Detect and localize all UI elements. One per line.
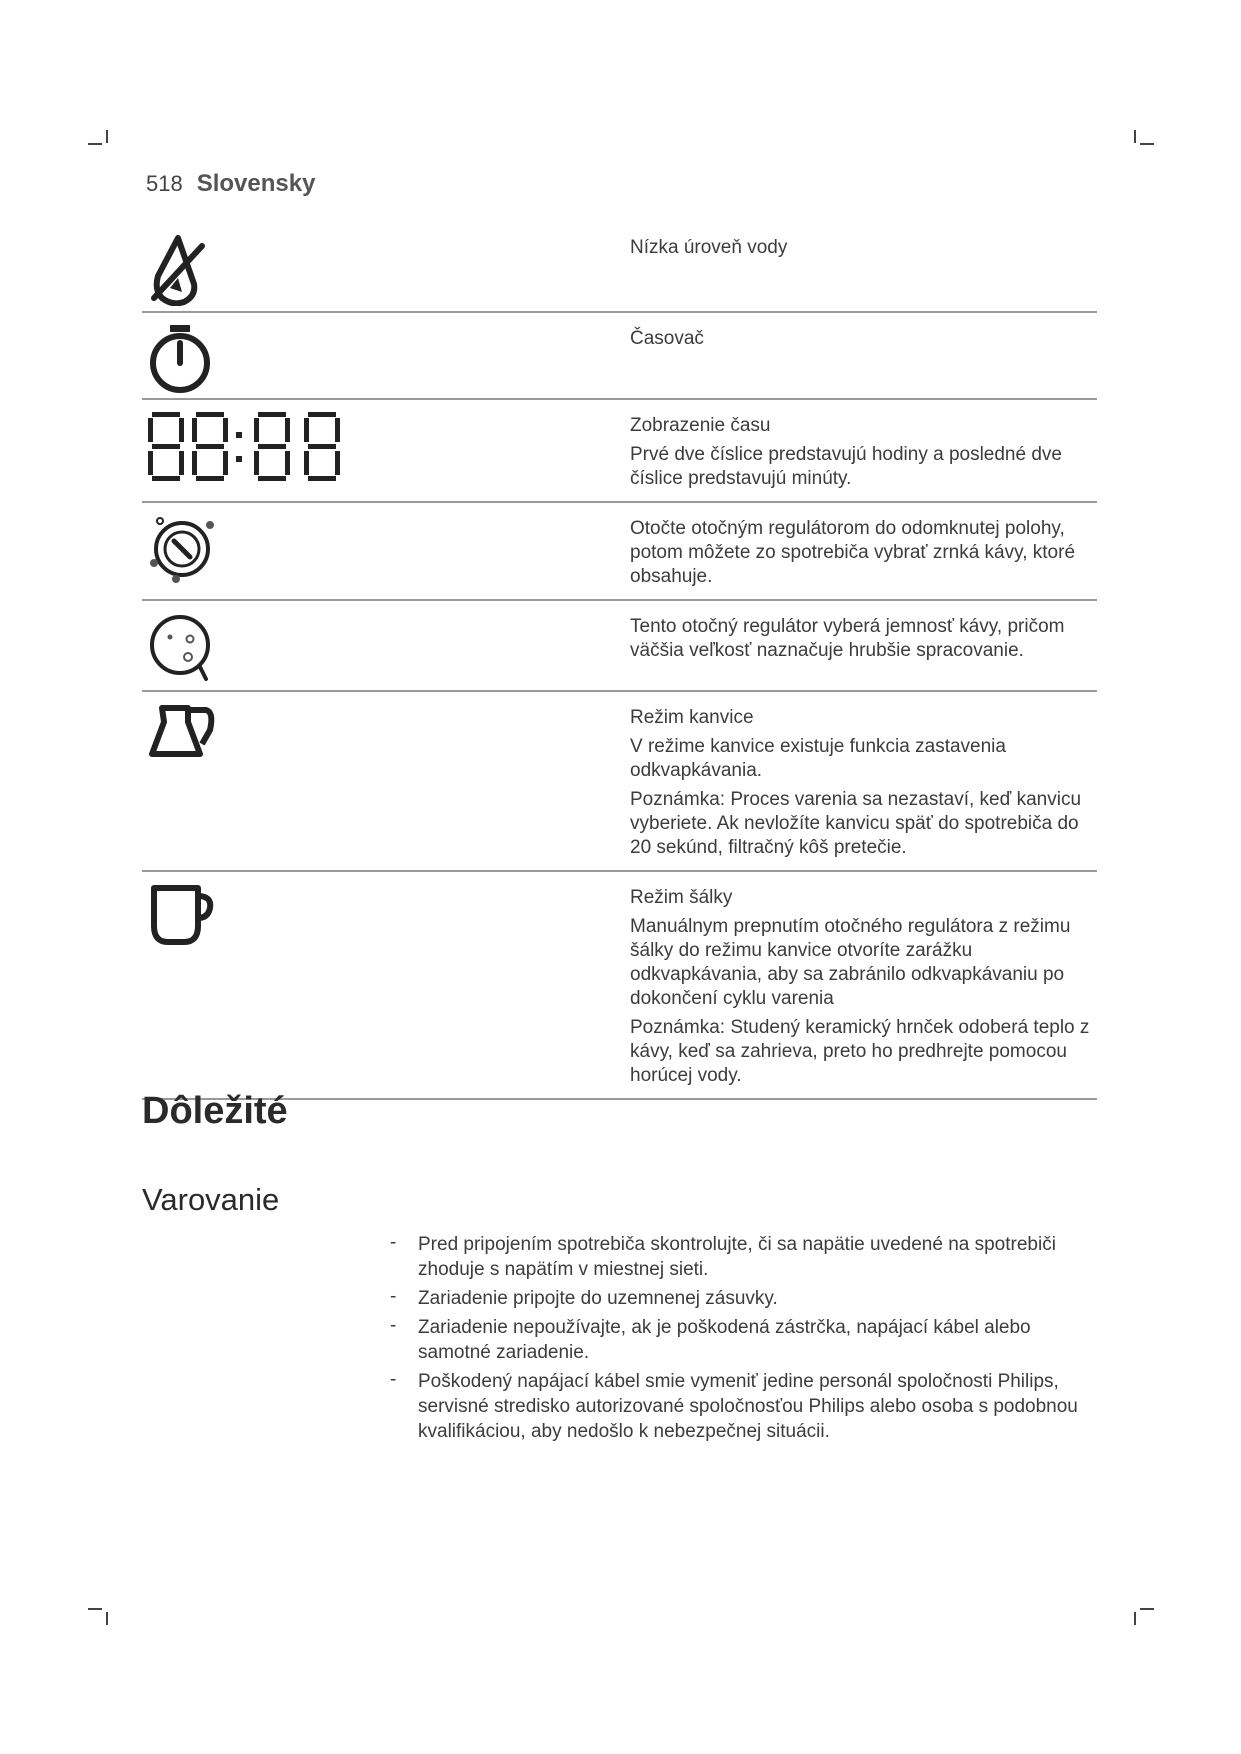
crop-mark <box>1140 1608 1154 1610</box>
section-title: Dôležité <box>142 1090 288 1132</box>
list-item: - Zariadenie nepoužívajte, ak je poškodená zástrčka, napájací kábel alebo samotné zariadenie. <box>390 1315 1095 1365</box>
crop-mark <box>1134 130 1136 143</box>
icon-table <box>142 222 1097 1100</box>
text-line: Poznámka: Studený keramický hrnček odoberá teplo z kávy, keď sa zahrieva, preto ho predhrejte pomocou horúcej vody. <box>630 1017 1090 1086</box>
text-line: Zobrazenie času <box>630 415 771 436</box>
timer-icon <box>148 323 214 393</box>
text-line: Nízka úroveň vody <box>630 237 788 258</box>
text-line: Tento otočný regulátor vyberá jemnosť kávy, pričom väčšia veľkosť naznačuje hrubšie spracovanie. <box>630 616 1065 661</box>
table-row <box>142 600 1097 691</box>
cup-icon <box>148 882 218 948</box>
table-row <box>142 502 1097 600</box>
time-display-icon <box>148 410 354 484</box>
list-item: - Pred pripojením spotrebiča skontrolujte, či sa napätie uvedené na spotrebiči zhoduje s napätím v miestnej sieti. <box>390 1232 1095 1282</box>
list-item: - Poškodený napájací kábel smie vymeniť jedine personál spoločnosti Philips, servisné stredisko autorizované spoločnosťou Philips alebo osoba s podobnou kvalifikáciou, aby nedošlo k nebezpečnej situácii. <box>390 1369 1095 1444</box>
text-line: Manuálnym prepnutím otočného regulátora z režimu šálky do režimu kanvice otvoríte zarážku odkvapkávania, aby sa zabránilo odkvapkávaniu po dokončení cyklu varenia <box>630 916 1071 1009</box>
crop-mark <box>106 1612 108 1625</box>
low-water-icon <box>148 232 214 306</box>
crop-mark <box>88 143 102 145</box>
text-line: Otočte otočným regulátorom do odomknutej polohy, potom môžete zo spotrebiča vybrať zrnká kávy, ktoré obsahuje. <box>630 518 1076 587</box>
text-line: Režim šálky <box>630 887 733 908</box>
crop-mark <box>1140 143 1154 145</box>
table-row <box>142 691 1097 871</box>
table-row <box>142 312 1097 399</box>
warning-list <box>390 1232 1095 1448</box>
text-line: V režime kanvice existuje funkcia zastavenia odkvapkávania. <box>630 736 1006 781</box>
list-item: - Zariadenie pripojte do uzemnenej zásuvky. <box>390 1286 1095 1311</box>
text-line: Časovač <box>630 328 704 349</box>
text-line: Prvé dve číslice predstavujú hodiny a posledné dve číslice predstavujú minúty. <box>630 444 1062 489</box>
crop-mark <box>88 1608 102 1610</box>
page-header <box>146 170 315 198</box>
language-label: Slovensky <box>196 170 316 197</box>
subsection-title: Varovanie <box>142 1182 280 1217</box>
carafe-icon <box>148 702 218 762</box>
text-line: Režim kanvice <box>630 707 754 728</box>
unlock-dial-icon <box>148 513 218 583</box>
grind-dial-icon <box>148 611 218 685</box>
table-row <box>142 399 1097 502</box>
crop-mark <box>106 130 108 143</box>
table-row <box>142 871 1097 1099</box>
crop-mark <box>1134 1612 1136 1625</box>
text-line: Poznámka: Proces varenia sa nezastaví, keď kanvicu vyberiete. Ak nevložíte kanvicu späť do spotrebiča do 20 sekúnd, filtračný kôš pretečie. <box>630 789 1082 858</box>
page-number: 518 <box>146 171 183 196</box>
table-row <box>142 222 1097 312</box>
